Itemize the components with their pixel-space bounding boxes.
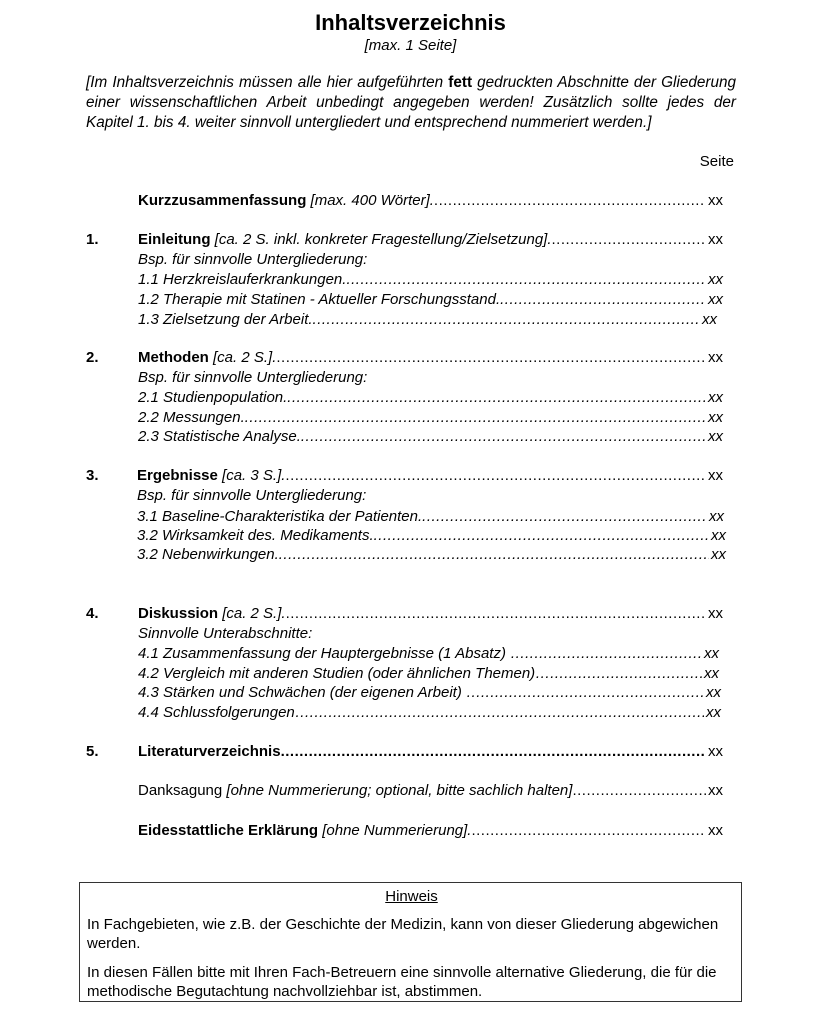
chapter-number: 5. — [86, 743, 99, 760]
toc-entry-einleitung: Einleitung [ca. 2 S. inkl. konkreter Fragestellung/Zielsetzung]. ..... xx — [138, 231, 723, 248]
toc-subentry: 4.3 Stärken und Schwächen (der eigenen Arbeit) … ..... xx — [138, 684, 721, 701]
subdivision-hint: Bsp. für sinnvolle Untergliederung: — [137, 487, 367, 504]
toc-subentry: 2.3 Statistische Analyse. ..... xx — [138, 428, 723, 445]
toc-subentry: 4.1 Zusammenfassung der Hauptergebnisse (1 Absatz) … ..... xx — [138, 645, 719, 662]
toc-subentry: 1.1 Herzkreislauferkrankungen. ..... xx — [138, 271, 723, 288]
toc-subentry: 2.2 Messungen. ..... xx — [138, 409, 723, 426]
toc-entry-kurzzusammenfassung: Kurzzusammenfassung [max. 400 Wörter]. ..... xx — [138, 192, 723, 209]
notice-title: Hinweis — [385, 888, 438, 905]
chapter-number: 1. — [86, 231, 99, 248]
intro-paragraph: [Im Inhaltsverzeichnis müssen alle hier aufgeführten fett gedruckten Abschnitte der Gliederung einer wissenschaftlichen Arbeit unbedingt angegeben werden! Zusätzlich sollte jedes der Kapitel 1. bis 4. weiter sinnvoll untergliedert und entsprechend nummeriert werden.] — [86, 74, 736, 131]
toc-entry-ergebnisse: Ergebnisse [ca. 3 S.]. ..... xx — [137, 467, 723, 484]
toc-subentry: 2.1 Studienpopulation. ..... xx — [138, 389, 723, 406]
chapter-number: 4. — [86, 605, 99, 622]
toc-entry-literaturverzeichnis: Literaturverzeichnis ..... xx — [138, 743, 723, 760]
toc-subentry: 4.2 Vergleich mit anderen Studien (oder ähnlichen Themen)… ..... xx — [138, 665, 719, 682]
toc-entry-eidesstattliche-erklaerung: Eidesstattliche Erklärung [ohne Nummerierung]. ..... xx — [138, 822, 723, 839]
notice-paragraph: In diesen Fällen bitte mit Ihren Fach-Betreuern eine sinnvolle alternative Gliederung, die für die methodische Begutachtung nachvollziehbar ist, abstimmen. — [87, 964, 717, 1000]
toc-subentry: 1.2 Therapie mit Statinen - Aktueller Forschungsstand. ..... xx — [138, 291, 723, 308]
notice-box — [79, 882, 742, 1002]
subdivision-hint: Bsp. für sinnvolle Untergliederung: — [138, 251, 368, 268]
notice-paragraph: In Fachgebieten, wie z.B. der Geschichte der Medizin, kann von dieser Gliederung abgewichen werden. — [87, 916, 719, 952]
page-column-label: Seite — [699, 153, 734, 170]
toc-entry-diskussion: Diskussion [ca. 2 S.]. ..... xx — [138, 605, 723, 622]
chapter-number: 2. — [86, 349, 99, 366]
page-title: Inhaltsverzeichnis — [315, 10, 506, 35]
subdivision-hint: Bsp. für sinnvolle Untergliederung: — [138, 369, 368, 386]
toc-subentry: 4.4 Schlussfolgerungen… ..... xx — [138, 704, 721, 721]
toc-entry-methoden: Methoden [ca. 2 S.]. ..... xx — [138, 349, 723, 366]
toc-entry-danksagung: Danksagung [ohne Nummerierung; optional, bitte sachlich halten] ..... xx — [138, 782, 723, 799]
toc-subentry: 3.2 Wirksamkeit des. Medikaments. ..... xx — [137, 527, 726, 544]
page-subtitle: [max. 1 Seite] — [364, 37, 457, 54]
toc-subentry: 1.3 Zielsetzung der Arbeit. ..... xx — [138, 311, 717, 328]
subdivision-hint: Sinnvolle Unterabschnitte: — [138, 625, 313, 642]
toc-subentry: 3.2 Nebenwirkungen. ..... xx — [137, 546, 726, 563]
toc-subentry: 3.1 Baseline-Charakteristika der Patienten. ..... xx — [137, 508, 724, 525]
chapter-number: 3. — [86, 467, 99, 484]
